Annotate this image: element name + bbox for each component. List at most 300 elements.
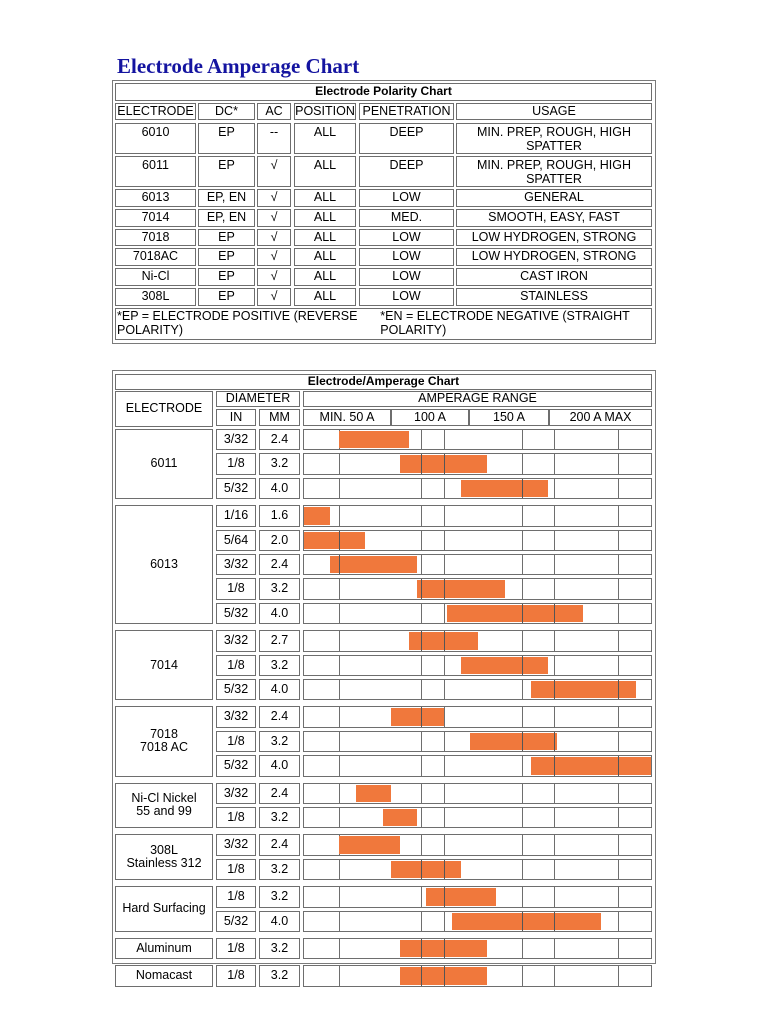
polarity-cell: STAINLESS [456,288,652,306]
polarity-cell: EP [198,288,255,306]
grid-line [618,732,619,751]
diameter-mm-cell: 2.0 [259,530,300,551]
grid-line [554,887,555,906]
grid-line [554,430,555,449]
polarity-header-dc: DC* [198,103,255,120]
grid-line [421,604,422,623]
scale-label: MIN. 50 A [303,409,391,426]
polarity-cell: ALL [294,123,356,154]
grid-line [522,860,523,879]
amperage-range-bar [391,708,443,725]
grid-line-over-bar [522,604,523,623]
polarity-cell: GENERAL [456,189,652,207]
amperage-range-bar [391,861,461,878]
grid-line [522,756,523,775]
amperage-range-bar [330,556,417,573]
polarity-cell: EP, EN [198,209,255,227]
grid-line [522,579,523,598]
grid-line [554,555,555,574]
diameter-mm-cell: 3.2 [259,578,300,599]
diameter-mm-cell: 2.7 [259,630,300,651]
amperage-range-bar [383,809,418,826]
grid-line [339,860,340,879]
amperage-lane [303,755,652,776]
mm-header: MM [259,409,300,426]
grid-line [421,479,422,498]
diameter-in-cell: 3/32 [216,834,256,855]
diameter-in-cell: 5/32 [216,911,256,932]
grid-line [522,680,523,699]
grid-line [339,506,340,525]
grid-line [421,680,422,699]
polarity-cell: ALL [294,268,356,286]
amperage-lane [303,911,652,932]
grid-line-over-bar [522,732,523,751]
polarity-cell: MIN. PREP, ROUGH, HIGH SPATTER [456,156,652,187]
grid-line-over-bar [444,631,445,650]
polarity-cell: ALL [294,209,356,227]
diameter-in-cell: 5/32 [216,478,256,499]
grid-line [522,939,523,958]
diameter-in-cell: 1/8 [216,938,256,959]
electrode-group-name [115,965,213,986]
polarity-header-usage: USAGE [456,103,652,120]
polarity-cell: √ [257,156,291,187]
diameter-in-cell: 5/32 [216,679,256,700]
electrode-name-line: Ni-Cl Nickel [131,790,197,805]
diameter-in-cell: 3/32 [216,706,256,727]
diameter-mm-cell: 3.2 [259,655,300,676]
polarity-cell: DEEP [359,123,454,154]
grid-line [444,912,445,931]
grid-line-over-bar [339,555,340,574]
electrode-group-name [115,706,213,776]
scale-label: 100 A [391,409,469,426]
diameter-in-cell: 3/32 [216,429,256,450]
electrode-name-line: 308L [150,842,178,857]
grid-line [554,808,555,827]
grid-line [339,912,340,931]
grid-line [421,756,422,775]
polarity-cell: 6013 [115,189,196,207]
polarity-cell: 7018 [115,229,196,246]
diameter-mm-cell: 4.0 [259,679,300,700]
grid-line-over-bar [421,707,422,726]
grid-line [339,808,340,827]
amperage-range-bar [531,757,652,774]
grid-line [444,604,445,623]
polarity-footnote [115,308,652,340]
grid-line [618,939,619,958]
grid-line [522,784,523,803]
polarity-cell: MED. [359,209,454,227]
polarity-cell: LOW [359,268,454,286]
amperage-lane [303,834,652,855]
grid-line-over-bar [444,454,445,473]
scale-label: 200 A MAX [549,409,652,426]
polarity-cell: ALL [294,288,356,306]
polarity-cell: √ [257,209,291,227]
polarity-cell: √ [257,268,291,286]
grid-line [522,887,523,906]
polarity-header-penetration: PENETRATION [359,103,454,120]
polarity-cell: LOW [359,248,454,266]
grid-line-over-bar [444,966,445,985]
grid-line-over-bar [421,966,422,985]
diameter-mm-cell: 4.0 [259,755,300,776]
electrode-name-line: Aluminum [136,940,192,955]
in-header: IN [216,409,256,426]
diameter-mm-cell: 2.4 [259,706,300,727]
polarity-cell: EP [198,229,255,246]
diameter-mm-cell: 2.4 [259,834,300,855]
amperage-range-bar [426,888,496,905]
amperage-range-bar [447,605,583,622]
polarity-cell: 6011 [115,156,196,187]
amperage-lane [303,965,652,986]
electrode-group-name [115,630,213,700]
polarity-cell: 308L [115,288,196,306]
diameter-mm-cell: 4.0 [259,911,300,932]
grid-line [618,784,619,803]
grid-line [421,506,422,525]
polarity-cell: EP [198,123,255,154]
grid-line [339,887,340,906]
grid-line [554,939,555,958]
polarity-cell: ALL [294,248,356,266]
grid-line [421,656,422,675]
diameter-in-cell: 1/8 [216,453,256,474]
grid-line-over-bar [554,680,555,699]
grid-line [421,784,422,803]
diameter-in-cell: 1/8 [216,578,256,599]
grid-line [522,707,523,726]
electrode-group-name [115,886,213,932]
grid-line [618,835,619,854]
polarity-cell: √ [257,189,291,207]
grid-line [618,479,619,498]
grid-line [554,579,555,598]
grid-line-over-bar [444,579,445,598]
grid-line [618,808,619,827]
polarity-cell: MIN. PREP, ROUGH, HIGH SPATTER [456,123,652,154]
diameter-in-cell: 5/32 [216,755,256,776]
diameter-in-cell: 5/64 [216,530,256,551]
grid-line [421,808,422,827]
diameter-mm-cell: 2.4 [259,554,300,575]
grid-line [618,966,619,985]
grid-line [444,680,445,699]
polarity-cell: -- [257,123,291,154]
diameter-in-cell: 1/8 [216,886,256,907]
grid-line [421,555,422,574]
grid-line [522,506,523,525]
diameter-mm-cell: 3.2 [259,731,300,752]
grid-line [522,966,523,985]
amperage-lane [303,807,652,828]
grid-line [339,656,340,675]
grid-line [339,784,340,803]
diameter-in-cell: 3/32 [216,554,256,575]
grid-line-over-bar [444,860,445,879]
grid-line-over-bar [421,454,422,473]
amperage-range-bar [339,836,400,853]
grid-line [554,631,555,650]
amperage-lane [303,886,652,907]
grid-line [522,454,523,473]
polarity-header-electrode: ELECTRODE [115,103,196,120]
grid-line [444,430,445,449]
polarity-cell: EP [198,268,255,286]
grid-line [339,966,340,985]
amperage-lane [303,578,652,599]
grid-line-over-bar [522,479,523,498]
grid-line [618,912,619,931]
grid-line [339,939,340,958]
grid-line-over-bar [618,680,619,699]
grid-line [522,430,523,449]
electrode-group-name [115,783,213,829]
electrode-group-name [115,834,213,880]
grid-line-over-bar [421,939,422,958]
grid-line [444,756,445,775]
electrode-header: ELECTRODE [115,391,213,427]
amperage-range-bar [470,733,557,750]
grid-line [444,555,445,574]
polarity-cell: LOW HYDROGEN, STRONG [456,229,652,246]
grid-line [339,707,340,726]
grid-line-over-bar [444,939,445,958]
grid-line [522,631,523,650]
grid-line [618,707,619,726]
grid-line [522,808,523,827]
amperage-range-bar [417,580,504,597]
diameter-in-cell: 3/32 [216,630,256,651]
grid-line [339,479,340,498]
grid-line-over-bar [554,604,555,623]
grid-line [421,531,422,550]
polarity-cell: Ni-Cl [115,268,196,286]
amperage-range-bar [461,657,548,674]
diameter-mm-cell: 3.2 [259,859,300,880]
grid-line-over-bar [421,631,422,650]
grid-line-over-bar [554,732,555,751]
polarity-cell: ALL [294,156,356,187]
grid-line [339,756,340,775]
grid-line [618,454,619,473]
electrode-name-line: 6013 [150,556,178,571]
grid-line [618,860,619,879]
amperage-range-bar [304,507,330,524]
polarity-cell: LOW [359,189,454,207]
polarity-cell: LOW HYDROGEN, STRONG [456,248,652,266]
diameter-mm-cell: 4.0 [259,478,300,499]
grid-line [618,430,619,449]
grid-line [421,835,422,854]
electrode-name-line: Stainless 312 [126,856,202,871]
electrode-name-line: Hard Surfacing [122,901,206,916]
polarity-chart-title: Electrode Polarity Chart [115,83,652,101]
grid-line [554,454,555,473]
polarity-cell: CAST IRON [456,268,652,286]
grid-line [554,860,555,879]
diameter-mm-cell: 2.4 [259,783,300,804]
amperage-lane [303,655,652,676]
grid-line [618,531,619,550]
amperage-chart-title: Electrode/Amperage Chart [115,374,652,390]
grid-line [421,430,422,449]
grid-line [444,784,445,803]
grid-line [554,707,555,726]
diameter-in-cell: 1/8 [216,807,256,828]
grid-line-over-bar [554,756,555,775]
amperage-range-bar [356,785,391,802]
polarity-cell: LOW [359,288,454,306]
grid-line [618,631,619,650]
amperage-lane [303,731,652,752]
amperage-lane [303,478,652,499]
amperage-lane [303,783,652,804]
amperage-lane [303,429,652,450]
polarity-cell: √ [257,288,291,306]
amperage-lane [303,706,652,727]
electrode-name-line: Nomacast [135,968,193,983]
diameter-mm-cell: 1.6 [259,505,300,526]
amperage-range-bar [304,532,365,549]
polarity-header-position: POSITION [294,103,356,120]
grid-line-over-bar [444,887,445,906]
scale-label: 150 A [469,409,549,426]
diameter-mm-cell: 4.0 [259,603,300,624]
diameter-mm-cell: 3.2 [259,965,300,986]
polarity-cell: √ [257,229,291,246]
grid-line-over-bar [522,912,523,931]
diameter-in-cell: 1/8 [216,859,256,880]
polarity-cell: √ [257,248,291,266]
grid-line-over-bar [522,656,523,675]
grid-line [444,732,445,751]
amperage-lane [303,938,652,959]
grid-line [444,479,445,498]
grid-line-over-bar [339,531,340,550]
diameter-in-cell: 1/8 [216,965,256,986]
electrode-group-name [115,429,213,499]
electrode-name-line: 6011 [150,456,178,471]
grid-line [554,479,555,498]
diameter-in-cell: 3/32 [216,783,256,804]
electrode-group-name [115,938,213,959]
diameter-mm-cell: 3.2 [259,453,300,474]
grid-line [444,835,445,854]
grid-line-over-bar [421,860,422,879]
amperage-range-bar [461,480,548,497]
diameter-mm-cell: 3.2 [259,938,300,959]
amperage-lane [303,530,652,551]
diameter-in-cell: 1/8 [216,655,256,676]
diameter-mm-cell: 3.2 [259,807,300,828]
amperage-lane [303,453,652,474]
amperage-range-bar [452,913,600,930]
grid-line [618,579,619,598]
amperage-lane [303,554,652,575]
polarity-cell: 6010 [115,123,196,154]
polarity-cell: DEEP [359,156,454,187]
amperage-range-header: AMPERAGE RANGE [303,391,652,407]
grid-line [421,912,422,931]
electrode-name-line: 55 and 99 [136,804,192,819]
grid-line [339,604,340,623]
electrode-group-name [115,505,213,624]
grid-line [444,506,445,525]
amperage-lane [303,505,652,526]
diameter-mm-cell: 2.4 [259,429,300,450]
grid-line [522,835,523,854]
grid-line [618,887,619,906]
grid-line [522,531,523,550]
amperage-range-bar [531,681,636,698]
diameter-in-cell: 5/32 [216,603,256,624]
polarity-cell: 7018AC [115,248,196,266]
grid-line [339,680,340,699]
polarity-cell: EP, EN [198,189,255,207]
polarity-cell: ALL [294,229,356,246]
polarity-cell: ALL [294,189,356,207]
electrode-name-line: 7014 [150,657,178,672]
polarity-cell: LOW [359,229,454,246]
polarity-footnote-line: *EP = ELECTRODE POSITIVE (REVERSE POLARITY) [117,309,358,337]
grid-line-over-bar [421,579,422,598]
grid-line [421,887,422,906]
polarity-footnote-line: *EN = ELECTRODE NEGATIVE (STRAIGHT POLARITY) [380,309,630,337]
polarity-cell: SMOOTH, EASY, FAST [456,209,652,227]
grid-line [444,808,445,827]
amperage-lane [303,630,652,651]
grid-line [339,631,340,650]
grid-line [618,656,619,675]
grid-line [554,784,555,803]
amperage-lane [303,603,652,624]
grid-line [618,604,619,623]
amperage-range-bar [339,431,409,448]
grid-line [618,506,619,525]
diameter-in-cell: 1/16 [216,505,256,526]
grid-line [522,555,523,574]
diameter-header: DIAMETER [216,391,300,407]
polarity-cell: 7014 [115,209,196,227]
grid-line [339,732,340,751]
grid-line [554,966,555,985]
grid-line [421,732,422,751]
grid-line [444,707,445,726]
grid-line [554,506,555,525]
grid-line-over-bar [554,912,555,931]
grid-line [554,835,555,854]
grid-line [339,579,340,598]
page-title: Electrode Amperage Chart [117,54,360,78]
amperage-lane [303,859,652,880]
diameter-mm-cell: 3.2 [259,886,300,907]
grid-line [554,656,555,675]
amperage-lane [303,679,652,700]
polarity-cell: EP [198,156,255,187]
electrode-name-line: 7018 AC [140,740,188,755]
polarity-cell: EP [198,248,255,266]
diameter-in-cell: 1/8 [216,731,256,752]
polarity-header-ac: AC [257,103,291,120]
electrode-name-line: 7018 [150,726,178,741]
grid-line [554,531,555,550]
grid-line [618,555,619,574]
